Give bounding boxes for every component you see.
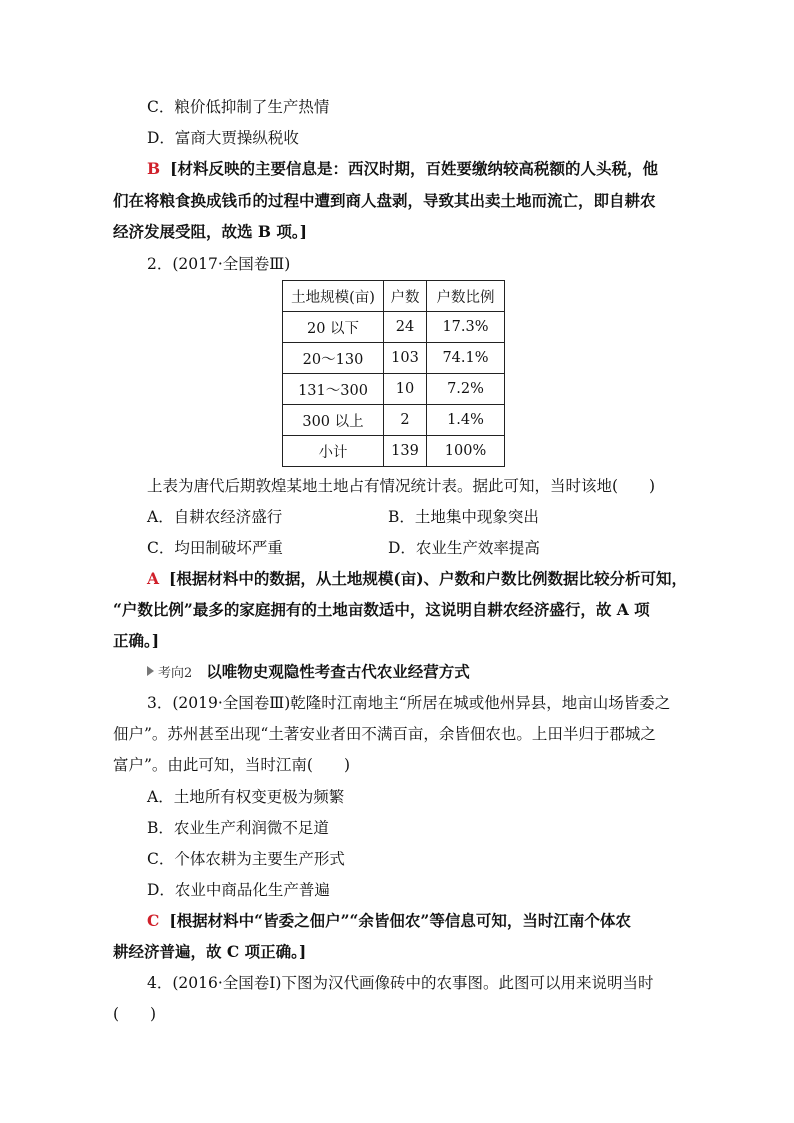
table-cell: 17.3%: [427, 312, 505, 343]
table-row: [283, 374, 505, 405]
section-tag: 考向2: [158, 666, 193, 681]
table-cell: 74.1%: [427, 343, 505, 374]
q2-option-c: C．均田制破坏严重: [147, 539, 283, 557]
table-row: [283, 343, 505, 374]
table-row: [283, 436, 505, 467]
q3-explanation-line-1: [147, 911, 631, 931]
q4-stem-line-1: 4．(2016·全国卷Ⅰ)下图为汉代画像砖中的农事图。此图可以用来说明当时: [147, 974, 654, 992]
q1-option-d: D．富商大贾操纵税收: [147, 129, 299, 147]
land-statistics-table: [282, 280, 505, 467]
q3-option-a: A．土地所有权变更极为频繁: [147, 788, 345, 806]
q1-option-c: C．粮价低抑制了生产热情: [147, 98, 330, 116]
table-cell: 2: [384, 405, 427, 436]
q2-source: 2．(2017·全国卷Ⅲ): [147, 255, 291, 273]
q3-option-d: D．农业中商品化生产普遍: [147, 881, 330, 899]
table-cell: 20～130: [283, 343, 384, 374]
q3-stem-line-3: 富户”。由此可知，当时江南( ): [113, 756, 351, 774]
table-cell: 1.4%: [427, 405, 505, 436]
table-cell: 100%: [427, 436, 505, 467]
q2-explanation-line-2: “户数比例”最多的家庭拥有的土地亩数适中，这说明自耕农经济盛行，故 A 项: [113, 600, 650, 619]
q3-option-b: B．农业生产利润微不足道: [147, 819, 329, 837]
q2-stem: 上表为唐代后期敦煌某地土地占有情况统计表。据此可知，当时该地( ): [147, 477, 656, 495]
table-cell: 24: [384, 312, 427, 343]
q3-explanation-text-1: [根据材料中“皆委之佃户”“余皆佃农”等信息可知，当时江南个体农: [169, 911, 631, 930]
q2-option-d: D．农业生产效率提高: [388, 539, 540, 557]
q2-explanation-text-1: [根据材料中的数据，从土地规模(亩)、户数和户数比例数据比较分析可知，: [169, 569, 688, 588]
table-header-cell: 土地规模(亩): [283, 281, 384, 312]
table-row: [283, 312, 505, 343]
q1-explanation-line-3: 经济发展受阻，故选 B 项。]: [113, 222, 307, 241]
table-cell: 139: [384, 436, 427, 467]
table-row: [283, 405, 505, 436]
table-header-cell: 户数: [384, 281, 427, 312]
q2-explanation-line-1: [147, 569, 687, 589]
table-cell: 300 以上: [283, 405, 384, 436]
triangle-marker-icon: [147, 666, 154, 676]
section-title: 以唯物史观隐性考查古代农业经营方式: [206, 662, 470, 681]
q2-option-a: A．自耕农经济盛行: [147, 508, 283, 526]
q1-explanation-line-1: [147, 159, 658, 179]
q1-explanation-line-2: 们在将粮食换成钱币的过程中遭到商人盘剥，导致其出卖土地而流亡，即自耕农: [113, 191, 656, 210]
q4-stem-line-2: ( ): [113, 1005, 157, 1023]
table-cell: 10: [384, 374, 427, 405]
table-cell: 131～300: [283, 374, 384, 405]
section-heading: [147, 662, 470, 684]
q3-explanation-line-2: 耕经济普遍，故 C 项正确。]: [113, 942, 307, 961]
table-cell: 20 以下: [283, 312, 384, 343]
q3-stem-line-1: 3．(2019·全国卷Ⅲ)乾隆时江南地主“所居在城或他州异县，地亩山场皆委之: [147, 694, 671, 712]
q3-answer-letter: C: [147, 911, 160, 930]
table-header-cell: 户数比例: [427, 281, 505, 312]
q2-explanation-line-3: 正确。]: [113, 631, 160, 650]
table-cell: 7.2%: [427, 374, 505, 405]
table-cell: 103: [384, 343, 427, 374]
q1-explanation-text-1: [材料反映的主要信息是：西汉时期，百姓要缴纳较高税额的人头税，他: [170, 159, 658, 178]
table-header-row: [283, 281, 505, 312]
q1-answer-letter: B: [147, 159, 161, 178]
q2-answer-letter: A: [147, 569, 160, 588]
q2-option-b: B．土地集中现象突出: [388, 508, 539, 526]
table-cell: 小计: [283, 436, 384, 467]
q3-option-c: C．个体农耕为主要生产形式: [147, 850, 345, 868]
q3-stem-line-2: 佃户”。苏州甚至出现“土著安业者田不满百亩，余皆佃农也。上田半归于郡城之: [113, 725, 656, 743]
